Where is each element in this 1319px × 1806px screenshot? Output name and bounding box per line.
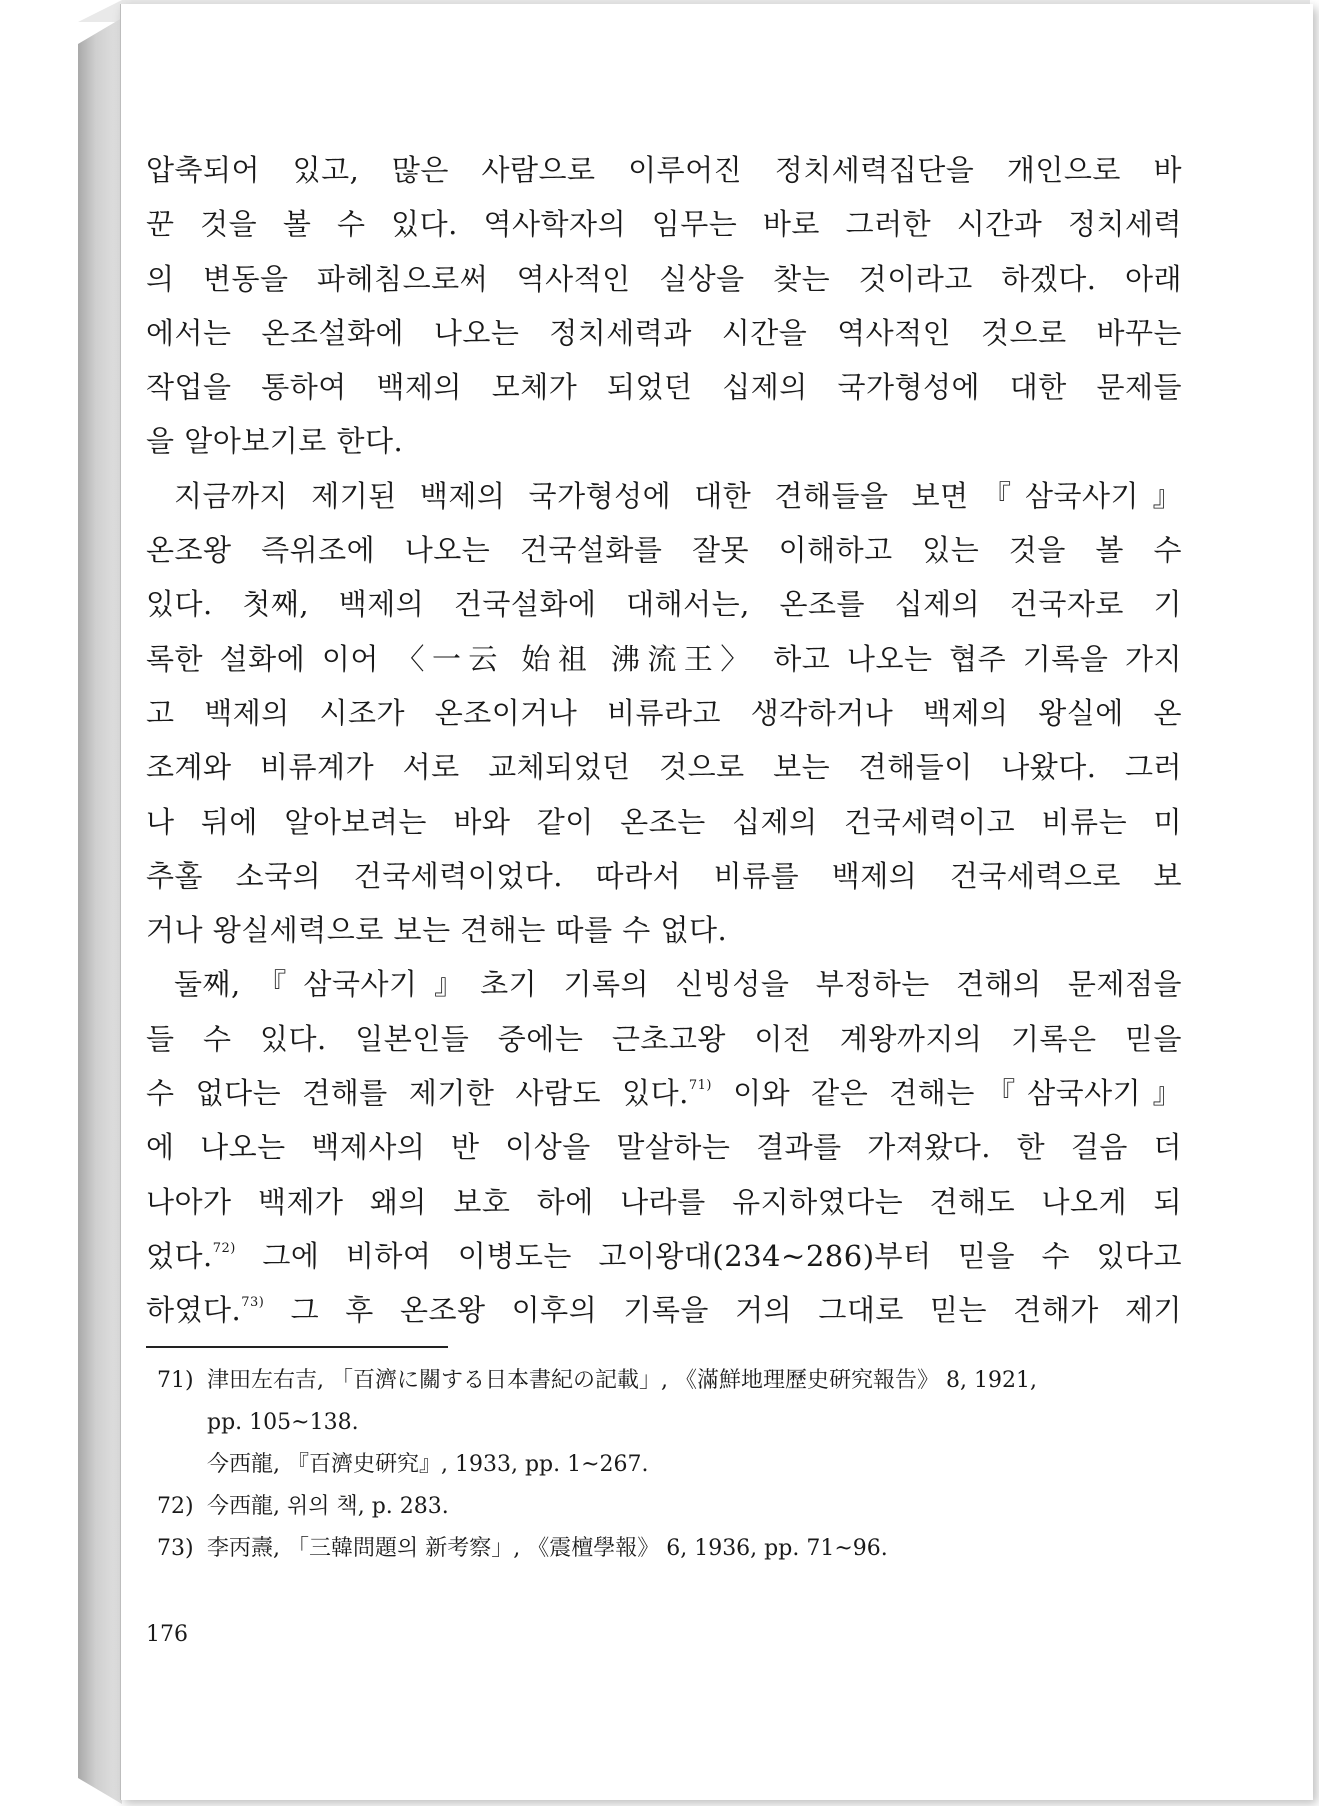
text-line: 을 알아보기로 한다. — [146, 424, 404, 459]
footnote-text: 李丙燾, 「三韓問題의 新考察」, 《震檀學報》 6, 1936, pp. 71~96. — [207, 1536, 888, 1561]
text-segment: 이와 같은 견해는『삼국사기』 — [711, 1076, 1182, 1111]
text-line: 에서는 온조설화에 나오는 정치세력과 시간을 역사적인 것으로 바꾸는 — [146, 315, 1182, 350]
text-line — [146, 1066, 1182, 1120]
footnote-ref-72[interactable]: 72) — [212, 1240, 236, 1256]
text-line: 고 백제의 시조가 온조이거나 비류라고 생각하거나 백제의 왕실에 온 — [146, 695, 1182, 730]
body-text — [146, 143, 1182, 1338]
text-segment: 그 후 온조왕 이후의 기록을 거의 그대로 믿는 견해가 제기 — [264, 1293, 1182, 1328]
text-line: 작업을 통하여 백제의 모체가 되었던 십제의 국가형성에 대한 문제들 — [146, 370, 1182, 405]
footnote-number: 73) — [157, 1536, 194, 1561]
text-segment: 수 없다는 견해를 제기한 사람도 있다. — [146, 1076, 689, 1111]
page-number: 176 — [146, 1622, 188, 1647]
paragraph-2 — [146, 469, 1182, 958]
text-line — [146, 1283, 1182, 1337]
text-line: 지금까지 제기된 백제의 국가형성에 대한 견해들을 보면『삼국사기』 — [174, 478, 1182, 513]
text-line: 의 변동을 파헤침으로써 역사적인 실상을 찾는 것이라고 하겠다. 아래 — [146, 261, 1182, 296]
footnote-number: 72) — [157, 1494, 194, 1519]
footnote-text: 津田左右吉, 「百濟に關する日本書紀の記載」, 《滿鮮地理歷史硏究報告》 8, 1921, — [207, 1368, 1037, 1393]
footnote-number: 71) — [157, 1368, 194, 1393]
text-line: 압축되어 있고, 많은 사람으로 이루어진 정치세력집단을 개인으로 바 — [146, 153, 1182, 187]
text-line: 거나 왕실세력으로 보는 견해는 따를 수 없다. — [146, 913, 728, 948]
text-line: 나아가 백제가 왜의 보호 하에 나라를 유지하였다는 견해도 나오게 되 — [146, 1184, 1182, 1219]
text-line: 록한 설화에 이어 〈一云 始祖 沸流王〉 하고 나오는 협주 기록을 가지 — [146, 641, 1182, 676]
footnote-text: pp. 105~138. — [207, 1410, 359, 1435]
footnote-text: 今西龍, 위의 책, p. 283. — [207, 1494, 449, 1519]
text-line: 조계와 비류계가 서로 교체되었던 것으로 보는 견해들이 나왔다. 그러 — [146, 750, 1182, 785]
text-line — [146, 1229, 1182, 1283]
footnote-ref-71[interactable]: 71) — [688, 1078, 712, 1094]
paragraph-3 — [146, 957, 1182, 1337]
text-segment: 었다. — [146, 1238, 213, 1273]
text-line: 둘째,『삼국사기』초기 기록의 신빙성을 부정하는 견해의 문제점을 — [174, 967, 1182, 1002]
text-line: 꾼 것을 볼 수 있다. 역사학자의 임무는 바로 그러한 시간과 정치세력 — [146, 207, 1182, 242]
book-side-edge — [78, 18, 122, 1804]
footnotes — [157, 1360, 1177, 1570]
text-segment: 하였다. — [146, 1293, 242, 1328]
footnote-divider — [146, 1346, 448, 1348]
text-line: 나 뒤에 알아보려는 바와 같이 온조는 십제의 건국세력이고 비류는 미 — [146, 804, 1182, 839]
text-segment: 그에 비하여 이병도는 고이왕대(234~286)부터 믿을 수 있다고 — [235, 1238, 1182, 1273]
footnote-72 — [157, 1486, 1177, 1528]
footnote-ref-73[interactable]: 73) — [241, 1295, 265, 1311]
footnote-71 — [157, 1360, 1177, 1402]
footnote-text: 今西龍, 『百濟史硏究』, 1933, pp. 1~267. — [207, 1452, 649, 1477]
text-line: 들 수 있다. 일본인들 중에는 근초고왕 이전 계왕까지의 기록은 믿을 — [146, 1021, 1182, 1056]
text-line: 에 나오는 백제사의 반 이상을 말살하는 결과를 가져왔다. 한 걸음 더 — [146, 1130, 1182, 1165]
footnote-73 — [157, 1528, 1177, 1570]
text-line: 온조왕 즉위조에 나오는 건국설화를 잘못 이해하고 있는 것을 볼 수 — [146, 533, 1182, 568]
paragraph-1 — [146, 143, 1182, 469]
text-line: 있다. 첫째, 백제의 건국설화에 대해서는, 온조를 십제의 건국자로 기 — [146, 587, 1182, 622]
text-line: 추홀 소국의 건국세력이었다. 따라서 비류를 백제의 건국세력으로 보 — [146, 858, 1182, 893]
